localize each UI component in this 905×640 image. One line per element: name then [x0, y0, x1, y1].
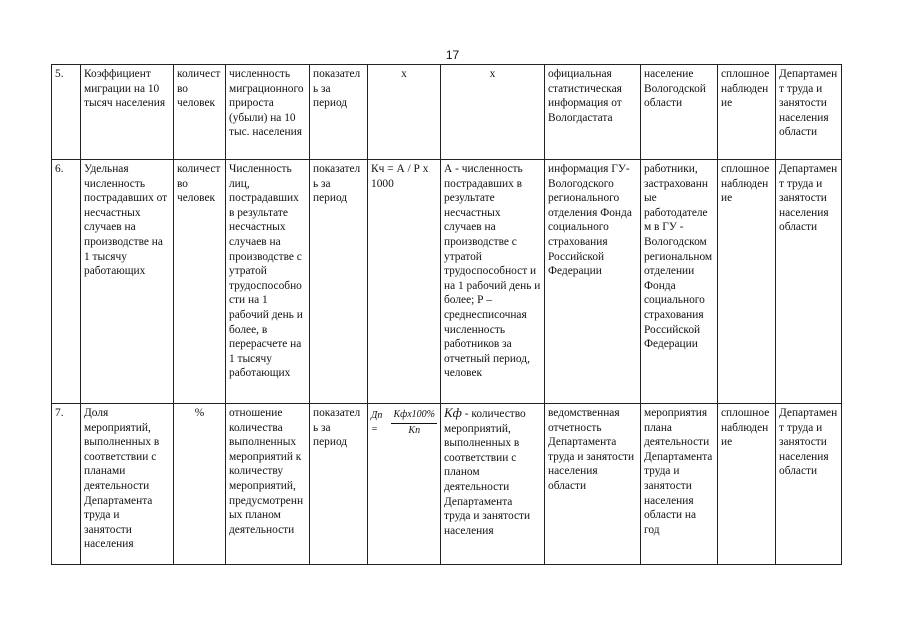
definition-cell: численность миграционного прироста (убыли) на 10 тыс. населения [226, 65, 310, 160]
page-number: 17 [445, 48, 460, 62]
variables-cell [441, 404, 545, 565]
object-cell: работники, застрахованные работодателем в ГУ - Вологодском региональном отделении Фонда социального страхования Российской Федерации [641, 160, 718, 404]
method-cell: сплошное наблюдение [718, 160, 776, 404]
indicator-name: Доля мероприятий, выполненных в соответствии с планами деятельности Департамента труда и занятости населения [81, 404, 174, 565]
responsible-cell: Департамент труда и занятости населения области [776, 404, 842, 565]
indicator-name: Удельная численность пострадавших от несчастных случаев на производстве на 1 тысячу работающих [81, 160, 174, 404]
table-row [52, 160, 842, 404]
unit-cell: % [174, 404, 226, 565]
source-cell: официальная статистическая информация от Вологдастата [545, 65, 641, 160]
object-cell: население Вологодской области [641, 65, 718, 160]
indicator-name: Коэффициент миграции на 10 тысяч населения [81, 65, 174, 160]
indicators-table [51, 64, 842, 565]
formula-denominator: Кп [408, 424, 421, 436]
variables-cell: А - численность пострадавших в результате несчастных случаев на производстве с утратой трудоспособност и на 1 рабочий день и более; Р – среднесписочная численность работников за отчетный период, человек [441, 160, 545, 404]
frequency-cell: показатель за период [310, 65, 368, 160]
unit-cell: количество человек [174, 160, 226, 404]
object-cell: мероприятия плана деятельности Департамента труда и занятости населения области на год [641, 404, 718, 565]
variables-cell: x [441, 65, 545, 160]
source-cell: информация ГУ-Вологодского регионального отделения Фонда социального страхования Российской Федерации [545, 160, 641, 404]
formula-expression [371, 408, 437, 438]
table-row [52, 404, 842, 565]
source-cell: ведомственная отчетность Департамента труда и занятости населения области [545, 404, 641, 565]
formula-numerator: Кфх100% [391, 408, 437, 424]
table-row [52, 65, 842, 160]
frequency-cell: показатель за период [310, 404, 368, 565]
definition-cell: Численность лиц, пострадавших в результате несчастных случаев на производстве с утратой трудоспособности на 1 рабочий день и более, в перерасчете на 1 тысячу работающих [226, 160, 310, 404]
frequency-cell: показатель за период [310, 160, 368, 404]
responsible-cell: Департамент труда и занятости населения области [776, 65, 842, 160]
responsible-cell: Департамент труда и занятости населения области [776, 160, 842, 404]
unit-cell: количество человек [174, 65, 226, 160]
method-cell: сплошное наблюдение [718, 404, 776, 565]
formula-lhs: Дп = [371, 409, 383, 436]
row-number: 7. [52, 404, 81, 565]
variable-symbol: Кф [444, 405, 462, 420]
variable-description: - количество мероприятий, выполненных в соответствии с планом деятельности Департамента труда и занятости населения [444, 408, 531, 537]
formula-fraction [391, 408, 437, 438]
method-cell: сплошное наблюдение [718, 65, 776, 160]
row-number: 5. [52, 65, 81, 160]
formula-cell: Кч = А / Р х 1000 [368, 160, 441, 404]
definition-cell: отношение количества выполненных мероприятий к количеству мероприятий, предусмотренных планом деятельности [226, 404, 310, 565]
formula-cell [368, 404, 441, 565]
formula-cell: x [368, 65, 441, 160]
row-number: 6. [52, 160, 81, 404]
